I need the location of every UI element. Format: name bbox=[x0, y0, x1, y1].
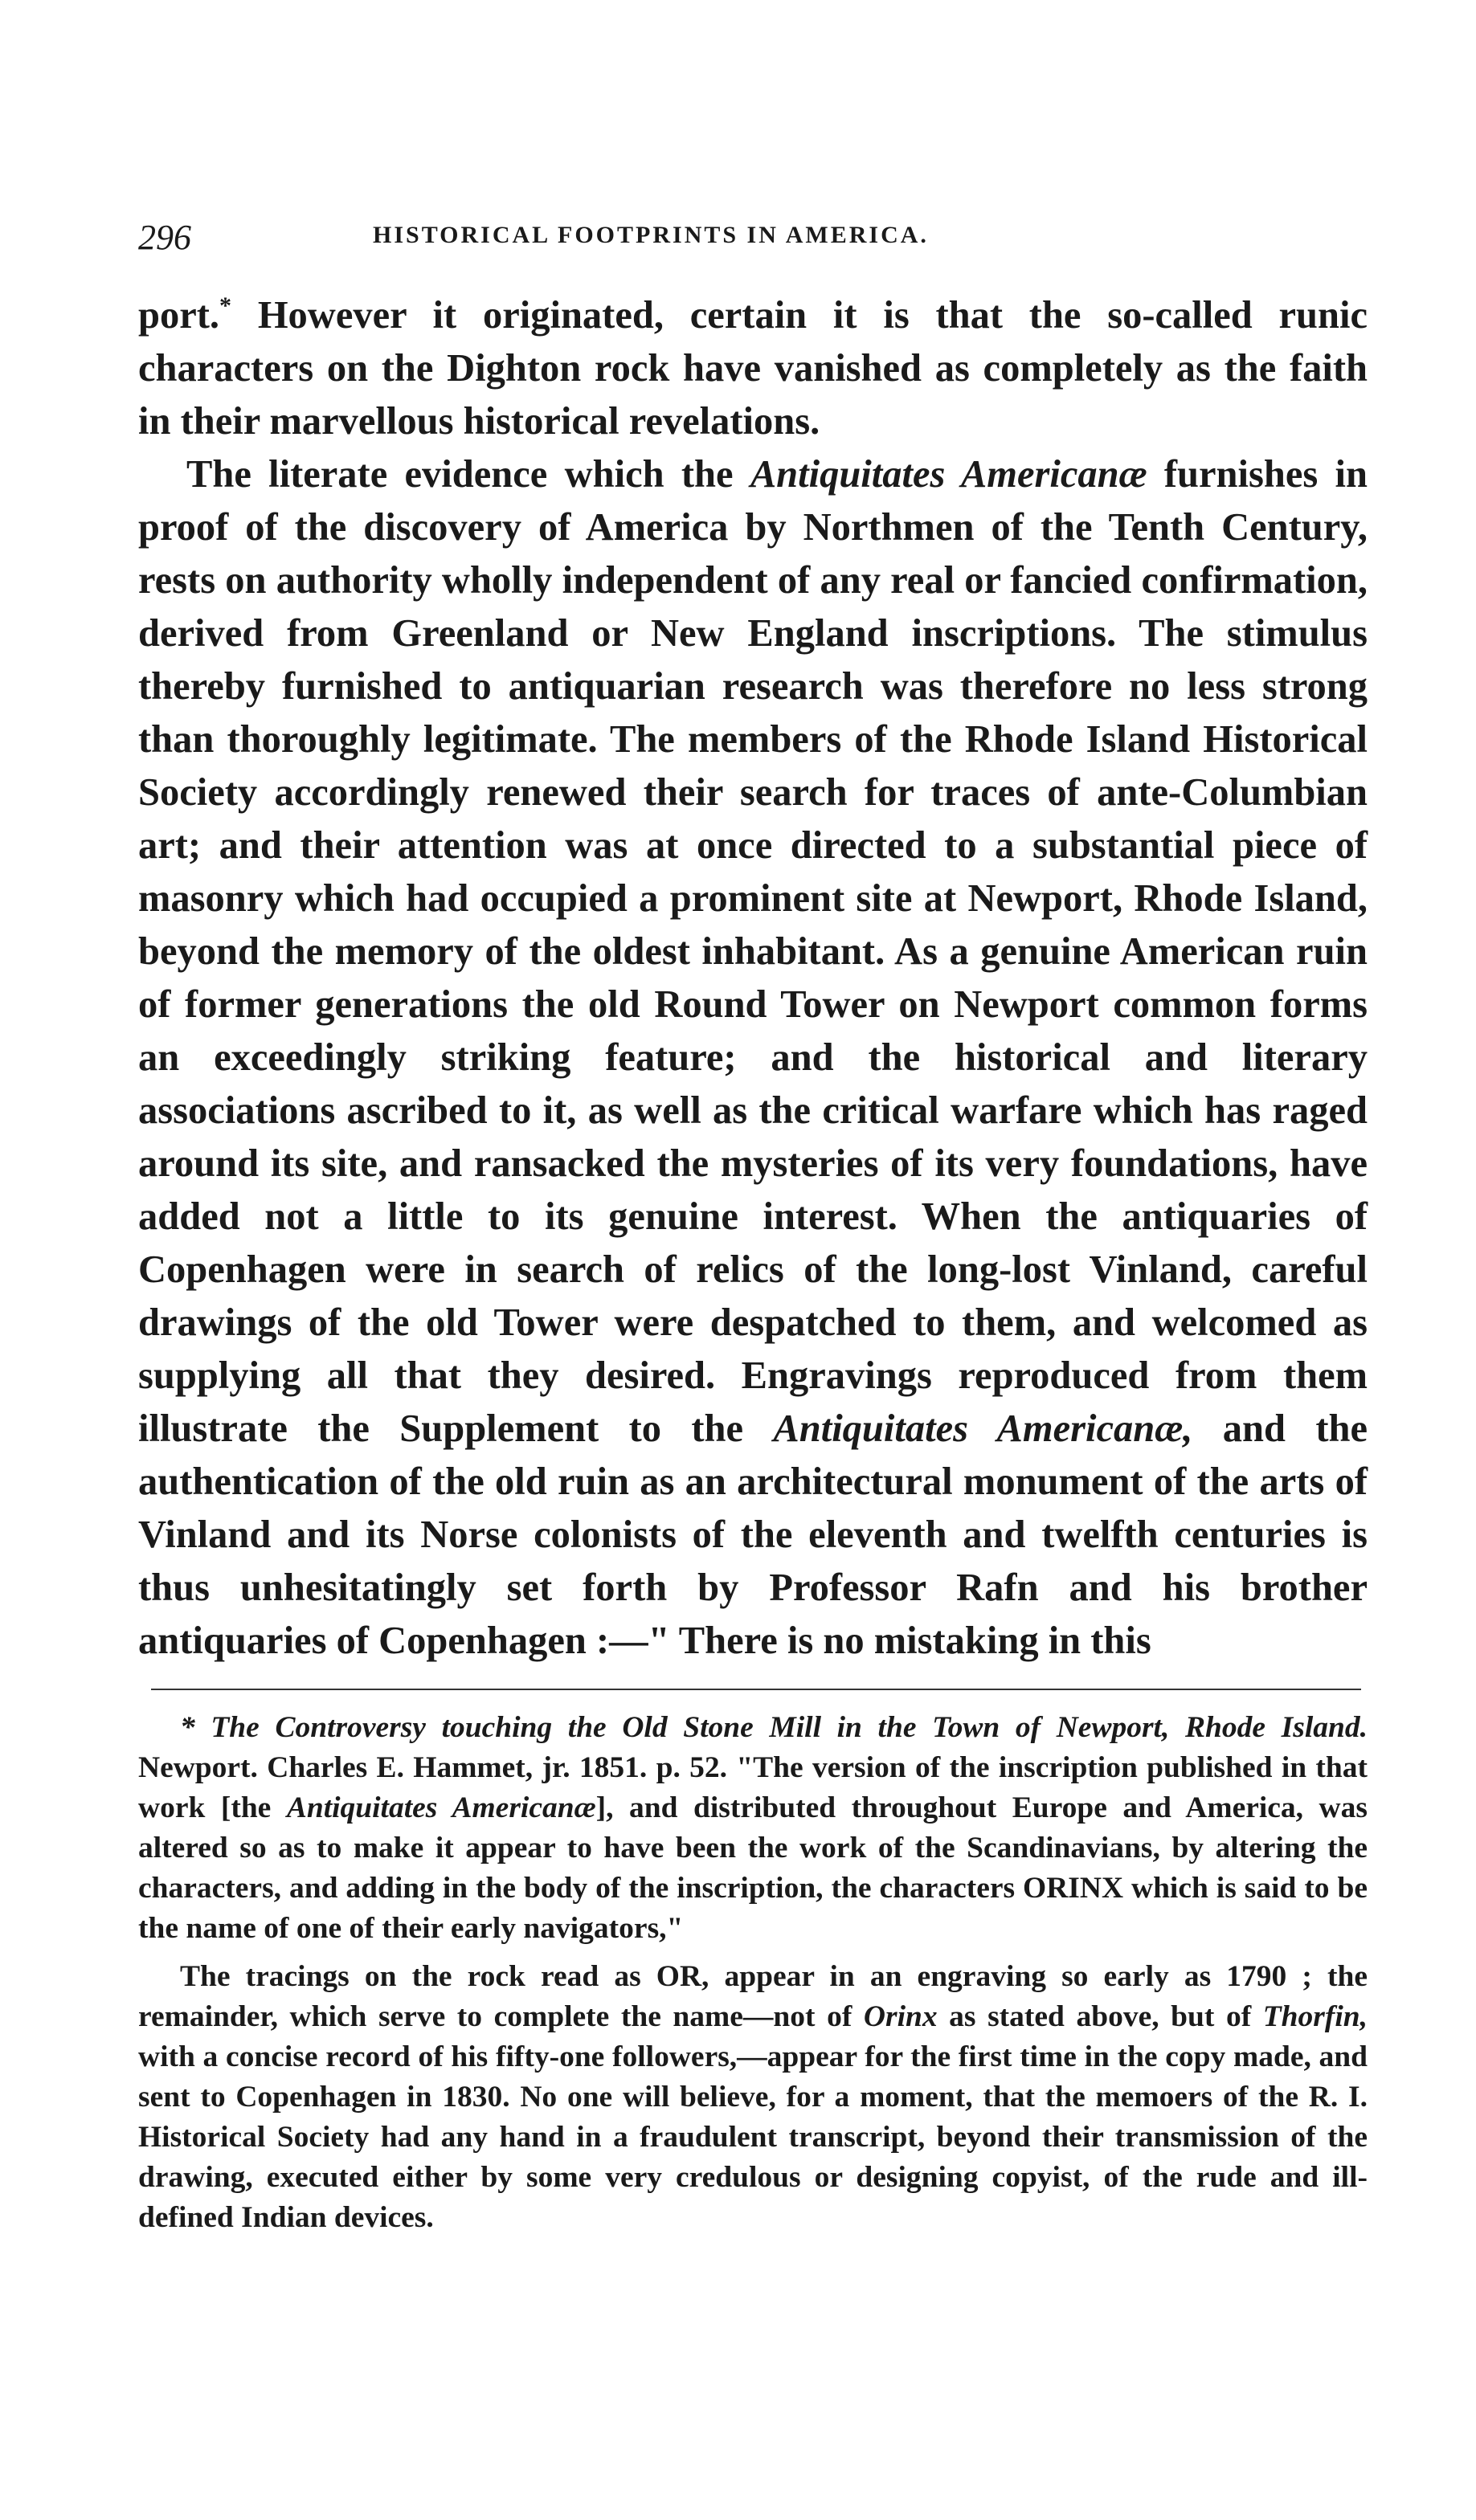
footnote-2-italic-a: Orinx bbox=[863, 2000, 938, 2033]
paragraph-2-text-b: furnishes in proof of the discovery of America by Northmen of the Tenth Century, rests on authority wholly independent of any real or fancied confirmation, derived from Greenland or New England inscriptions. The stimulus thereby furnished to antiquarian research was therefore no less strong than thoroughly legitimate. The members of the Rhode Island Historical Society accordingly renewed their search for traces of ante-Columbian art; and their attention was at once directed to a substantial piece of masonry which had occupied a prominent site at Newport, Rhode Island, beyond the memory of the oldest inhabitant. As a genuine American ruin of former generations the old Round Tower on Newport common forms an exceedingly striking feature; and the historical and literary associations ascribed to it, as well as the critical warfare which has raged around its site, and ransacked the mysteries of its very foundations, have added not a little to its genuine interest. When the antiquaries of Copenhagen were in search of relics of the long-lost Vinland, careful drawings of the old Tower were despatched to them, and welcomed as supplying all that they desired. Engravings reproduced from them illustrate the Supplement to the bbox=[138, 453, 1368, 1450]
footnote-2 bbox=[138, 1957, 1368, 2238]
footnote-1 bbox=[138, 1708, 1368, 1949]
page-number: 296 bbox=[138, 218, 191, 257]
main-text bbox=[138, 280, 1368, 1668]
footnote-2-italic-b: Thorfin, bbox=[1262, 2000, 1368, 2033]
running-header bbox=[138, 217, 1368, 273]
paragraph-2-italic-b: Antiquitates Americanæ, bbox=[773, 1407, 1193, 1450]
footnote-2-text-b: as stated above, but of bbox=[937, 2000, 1263, 2033]
footnote-2-text-a: The tracings on the rock read as OR, appear in an engraving so early as 1790 ; the remainder, which serve to complete the name—not of bbox=[138, 1960, 1368, 2033]
paragraph-2-text-a: The literate evidence which the bbox=[186, 453, 750, 496]
paragraph-2 bbox=[138, 448, 1368, 1668]
footnote-1-italic-b: Antiquitates Americanæ bbox=[286, 1791, 596, 1824]
running-title: HISTORICAL FOOTPRINTS IN AMERICA. bbox=[373, 222, 929, 248]
footnote-1-text-b: ], and distributed throughout Europe and America, was altered so as to make it appear to have been the work of the Scandinavians, by altering the characters, and adding in the body of the inscription, the characters ORINX which is said to be the name of one of their early navigators," bbox=[138, 1791, 1368, 1945]
paragraph-2-text-c: and the authentication of the old ruin as an architectural monument of the arts of Vinland and its Norse colonists of the eleventh and twelfth centuries is thus unhesitatingly set forth by Professor Rafn and his brother antiquaries of Copenhagen :—" There is no mistaking in this bbox=[138, 1407, 1368, 1662]
book-page bbox=[138, 217, 1368, 2238]
paragraph-1-text-a: port. bbox=[138, 294, 220, 337]
footnotes bbox=[138, 1708, 1368, 2238]
paragraph-1 bbox=[138, 280, 1368, 448]
footnote-1-italic-a: * The Controversy touching the Old Stone Mill in the Town of Newport, Rhode Island. bbox=[180, 1711, 1368, 1744]
footnote-1-text-a: Newport. Charles E. Hammet, jr. 1851. p. 52. "The version of the inscription published in that work [the bbox=[138, 1751, 1368, 1824]
footnote-2-text-c: with a concise record of his fifty-one followers,—appear for the first time in the copy made, and sent to Copenhagen in 1830. No one will believe, for a moment, that the memoers of the R. I. Historical Society had any hand in a fraudulent transcript, beyond their transmission of the drawing, executed either by some very credulous or designing copyist, of the rude and ill-defined Indian devices. bbox=[138, 2040, 1368, 2234]
paragraph-2-italic-a: Antiquitates Americanæ bbox=[750, 453, 1147, 496]
paragraph-1-text-b: However it originated, certain it is that the so-called runic characters on the Dighton rock have vanished as completely as the faith in their marvellous historical revelations. bbox=[138, 294, 1368, 443]
footnote-divider bbox=[151, 1689, 1361, 1690]
footnote-marker: * bbox=[219, 292, 232, 319]
